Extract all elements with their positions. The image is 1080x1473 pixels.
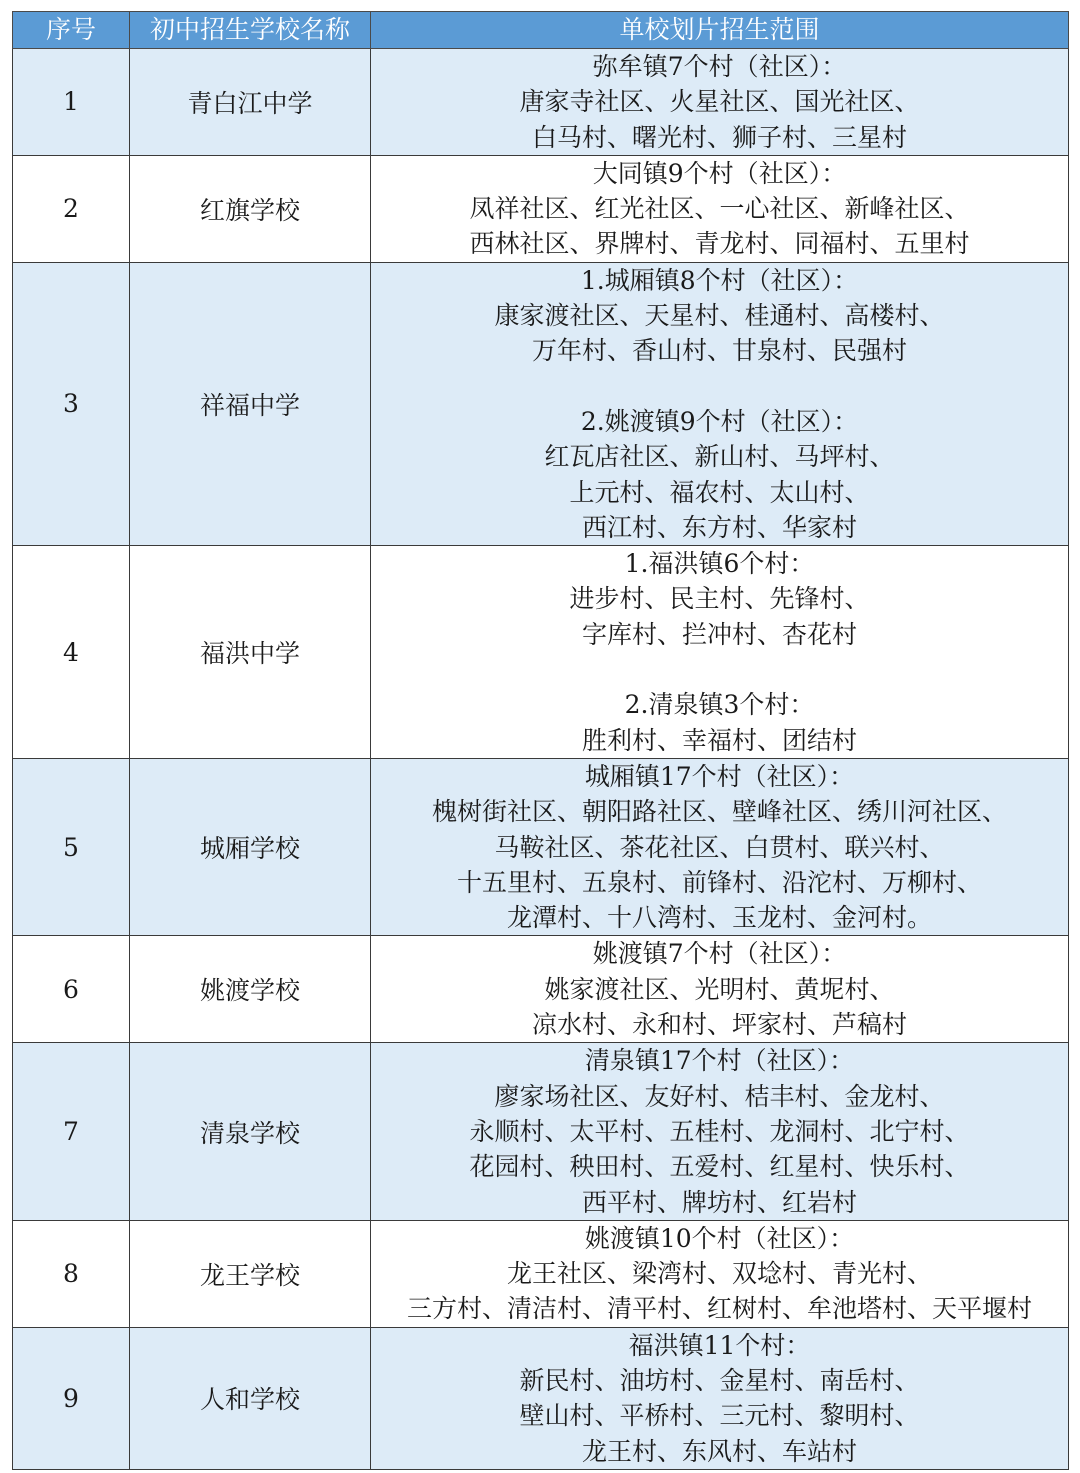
row-number: 6: [13, 936, 130, 1043]
enrollment-scope: [371, 936, 1069, 1043]
scope-line: 壁山村、平桥村、三元村、黎明村、: [519, 1401, 920, 1431]
scope-line: 三方村、清洁村、清平村、红树村、牟池塔村、天平堰村: [406, 1294, 1032, 1324]
scope-line: 2.姚渡镇9个村（社区）：: [580, 406, 859, 436]
school-name: 青白江中学: [130, 49, 371, 156]
scope-line: 大同镇9个村（社区）：: [592, 158, 847, 188]
enrollment-scope: [371, 1043, 1069, 1220]
scope-line: 凉水村、永和村、坪家村、芦稿村: [531, 1010, 907, 1040]
table-row: [13, 262, 1069, 545]
scope-line: 清泉镇17个村（社区）：: [584, 1046, 855, 1076]
scope-line: 龙王村、东风村、车站村: [581, 1436, 857, 1466]
scope-line: 十五里村、五泉村、前锋村、沿沱村、万柳村、: [456, 867, 982, 897]
scope-line: 上元村、福农村、太山村、: [569, 477, 870, 507]
table-row: [13, 1220, 1069, 1327]
scope-line: 姚渡镇10个村（社区）：: [584, 1223, 855, 1253]
enrollment-scope: [371, 1327, 1069, 1469]
enrollment-table: [12, 11, 1069, 1470]
school-name: 福洪中学: [130, 546, 371, 759]
scope-line: 进步村、民主村、先锋村、: [569, 584, 870, 614]
scope-line: 花园村、秧田村、五爱村、红星村、快乐村、: [469, 1152, 970, 1182]
school-name: 祥福中学: [130, 262, 371, 545]
header-scope: 单校划片招生范围: [371, 12, 1069, 49]
row-number: 2: [13, 155, 130, 262]
scope-line: 城厢镇17个村（社区）：: [584, 761, 855, 791]
school-name: 红旗学校: [130, 155, 371, 262]
scope-line: 西平村、牌坊村、红岩村: [581, 1187, 857, 1217]
table-row: [13, 546, 1069, 759]
scope-line: 唐家寺社区、火星社区、国光社区、: [519, 87, 920, 117]
school-name: 城厢学校: [130, 758, 371, 935]
row-number: 9: [13, 1327, 130, 1469]
scope-line: 马鞍社区、茶花社区、白贯村、联兴村、: [494, 832, 945, 862]
scope-line: 红瓦店社区、新山村、马坪村、: [544, 442, 895, 472]
scope-line: 龙潭村、十八湾村、玉龙村、金河村。: [506, 903, 932, 933]
scope-line: 新民村、油坊村、金星村、南岳村、: [519, 1365, 920, 1395]
table-row: [13, 1327, 1069, 1469]
school-name: 人和学校: [130, 1327, 371, 1469]
scope-line: 字库村、拦冲村、杏花村: [581, 619, 857, 649]
scope-line: 1.福洪镇6个村：: [624, 549, 815, 579]
school-name: 龙王学校: [130, 1220, 371, 1327]
enrollment-scope: [371, 758, 1069, 935]
school-name: 姚渡学校: [130, 936, 371, 1043]
table-body: [13, 49, 1069, 1470]
header-no: 序号: [13, 12, 130, 49]
scope-line: 永顺村、太平村、五桂村、龙洞村、北宁村、: [469, 1116, 970, 1146]
scope-line: 白马村、曙光村、狮子村、三星村: [531, 122, 907, 152]
enrollment-scope: [371, 1220, 1069, 1327]
header-school: 初中招生学校名称: [130, 12, 371, 49]
table-row: [13, 936, 1069, 1043]
scope-line: 龙王社区、梁湾村、双埝村、青光村、: [506, 1259, 932, 1289]
row-number: 4: [13, 546, 130, 759]
enrollment-scope: [371, 546, 1069, 759]
scope-line: 西林社区、界牌村、青龙村、同福村、五里村: [469, 229, 970, 259]
row-number: 7: [13, 1043, 130, 1220]
scope-line: 康家渡社区、天星村、桂通村、高楼村、: [494, 301, 945, 331]
table-row: [13, 758, 1069, 935]
enrollment-scope: [371, 155, 1069, 262]
row-number: 8: [13, 1220, 130, 1327]
scope-line: 凤祥社区、红光社区、一心社区、新峰社区、: [469, 194, 970, 224]
table-row: [13, 155, 1069, 262]
row-number: 1: [13, 49, 130, 156]
scope-line: 姚家渡社区、光明村、黄坭村、: [544, 974, 895, 1004]
scope-line: 2.清泉镇3个村：: [624, 690, 815, 720]
school-name: 清泉学校: [130, 1043, 371, 1220]
table-row: [13, 1043, 1069, 1220]
scope-line: 弥牟镇7个村（社区）：: [592, 52, 847, 81]
row-number: 5: [13, 758, 130, 935]
scope-line: 槐树街社区、朝阳路社区、壁峰社区、绣川河社区、: [431, 797, 1007, 827]
enrollment-scope: [371, 262, 1069, 545]
scope-line: 万年村、香山村、甘泉村、民强村: [531, 336, 907, 366]
scope-line: 胜利村、幸福村、团结村: [581, 725, 857, 755]
scope-line: 福洪镇11个村：: [628, 1330, 811, 1360]
header-row: [13, 12, 1069, 49]
scope-spacer: [371, 652, 1068, 687]
scope-line: 姚渡镇7个村（社区）：: [592, 939, 847, 969]
scope-line: 西江村、东方村、华家村: [581, 512, 857, 542]
table-row: [13, 49, 1069, 156]
scope-line: 廖家场社区、友好村、桔丰村、金龙村、: [494, 1081, 945, 1111]
scope-spacer: [371, 369, 1068, 404]
row-number: 3: [13, 262, 130, 545]
scope-line: 1.城厢镇8个村（社区）：: [580, 265, 859, 295]
enrollment-scope: [371, 49, 1069, 156]
